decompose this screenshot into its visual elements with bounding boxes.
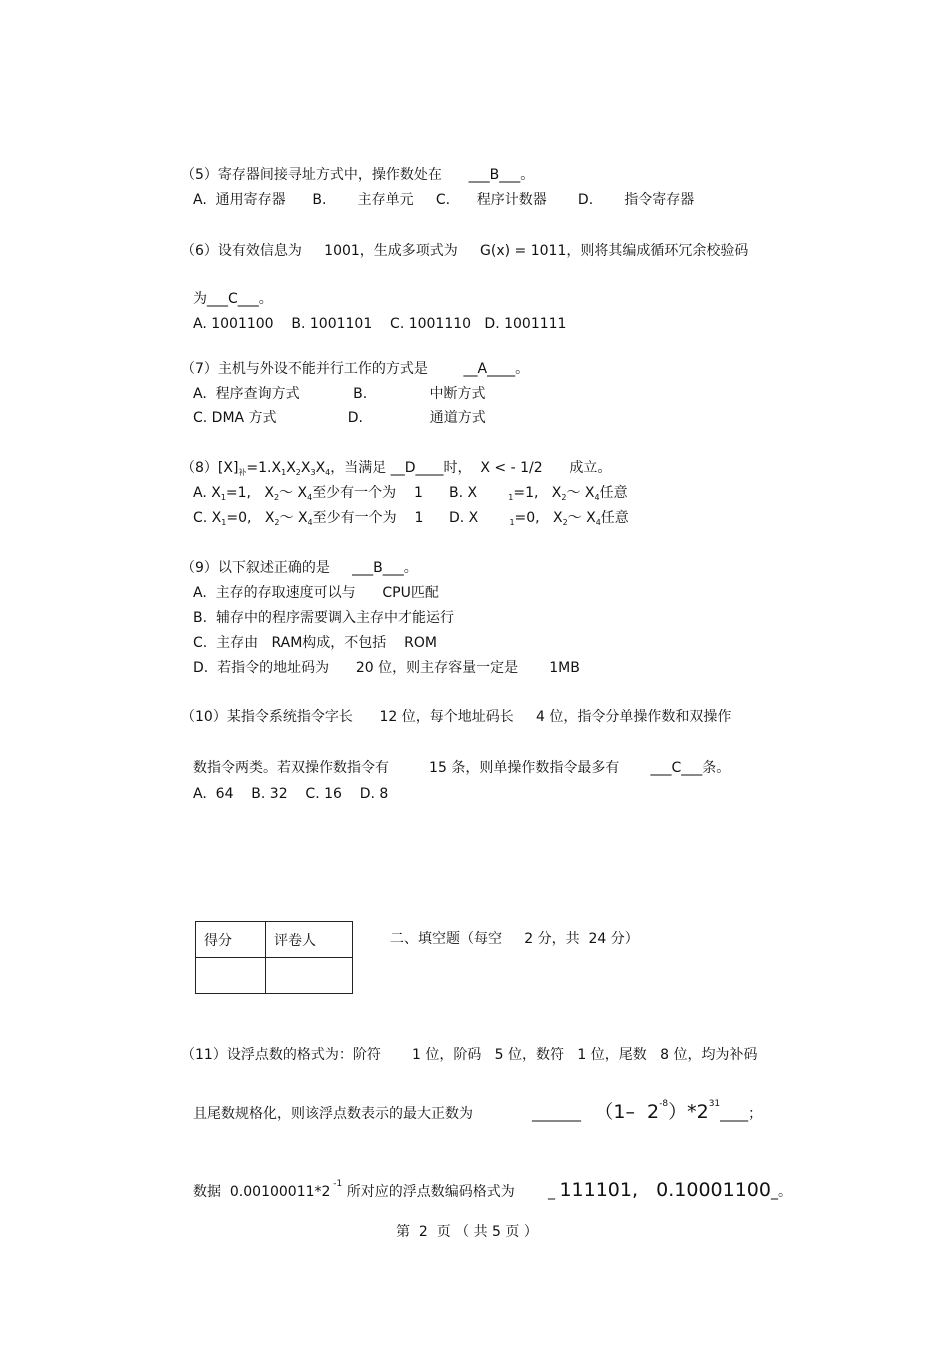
q9-option-c: C. 主存由 RAM构成，不包括 ROM: [193, 635, 437, 651]
q6-stem: （6）设有效信息为 1001，生成多项式为 G(x) = 1011，则将其编成循环冗余校验码: [181, 243, 749, 259]
q10-stem-cont: 数指令两类。若双操作数指令有 15 条，则单操作数指令最多有 ___C___条。: [193, 760, 731, 776]
q5-stem: （5）寄存器间接寻址方式中，操作数处在 ___B___。: [181, 167, 535, 183]
q8-stem: $(8)[X]_补=1.X_1X_2X_3X_4$，当满足 __D____时， X < - 1/2 成立。: [181, 460, 612, 477]
q11-encoding-label: 数据 0.00100011*2 $^{-1}$ 所对应的浮点数编码格式为: [193, 1179, 515, 1200]
q9-option-d: D. 若指令的地址码为 20 位，则主存容量一定是 1MB: [193, 660, 580, 676]
q9-stem: （9）以下叙述正确的是 ___B___。: [181, 560, 418, 576]
q9-option-a: A. 主存的存取速度可以与 CPU匹配: [193, 585, 439, 601]
q11-answer-encoding: _ 111101, 0.10001100_。: [548, 1179, 792, 1201]
grader-cell: [266, 958, 353, 994]
q8-option-c: C. $X_1=0$, $X_2\sim$ $X_4$至少有一个为 1: [193, 510, 424, 527]
q8-option-a: A. $X_1=1$, $X_2\sim$ $X_4$至少有一个为 1: [193, 485, 423, 502]
score-header: 得分: [196, 922, 266, 958]
score-table: [195, 921, 353, 994]
q11-stem: （11）设浮点数的格式为：阶符 1 位，阶码 5 位，数符 1 位，尾数 8 位，均为补码: [181, 1047, 758, 1063]
q8-option-d: D. X $_1$=0, $X_2\sim$ $X_4$任意: [449, 510, 629, 527]
q5-options: A. 通用寄存器 B. 主存单元 C. 程序计数器 D. 指令寄存器: [193, 192, 695, 208]
section-title-fill-in: 二、填空题（每空 2 分，共 24 分）: [390, 931, 639, 947]
q11-answer-max-positive: _______ （1– $2^{-8})*2^{31}\_\_\_\_$；: [532, 1099, 763, 1123]
q6-options: A. 1001100 B. 1001101 C. 1001110 D. 1001111: [193, 316, 567, 332]
q6-stem-cont: 为___C___。: [193, 291, 273, 307]
score-cell: [196, 958, 266, 994]
page-number-footer: 第 2 页 （ 共 5 页 ）: [396, 1224, 538, 1240]
q7-options-cd: C. DMA 方式 D. 通道方式: [193, 410, 486, 426]
q9-option-b: B. 辅存中的程序需要调入主存中才能运行: [193, 610, 454, 626]
q7-options-ab: A. 程序查询方式 B. 中断方式: [193, 386, 486, 402]
q7-stem: （7）主机与外设不能并行工作的方式是 __A____。: [181, 361, 530, 377]
q10-options: A. 64 B. 32 C. 16 D. 8: [193, 786, 389, 802]
grader-header: 评卷人: [266, 922, 353, 958]
q8-option-b: B. X $_1$=1, $X_2\sim$ $X_4$任意: [449, 485, 628, 502]
q11-max-positive-label: 且尾数规格化，则该浮点数表示的最大正数为: [193, 1106, 473, 1122]
q10-stem: （10）某指令系统指令字长 12 位，每个地址码长 4 位，指令分单操作数和双操作: [181, 709, 732, 725]
